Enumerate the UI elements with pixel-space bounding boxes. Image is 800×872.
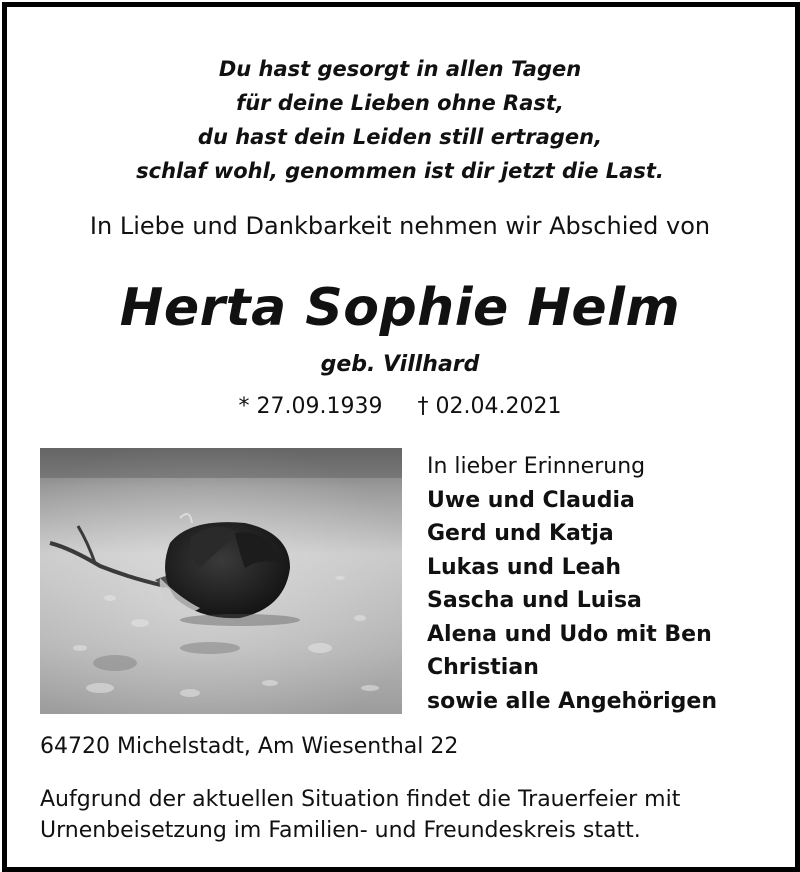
family-member: Gerd und Katja	[427, 521, 614, 546]
birth-date: * 27.09.1939	[238, 394, 383, 419]
note-line: Aufgrund der aktuellen Situation findet die Trauerfeier mit	[40, 787, 681, 812]
rose-photo	[40, 448, 402, 714]
family-member: Sascha und Luisa	[427, 588, 642, 613]
family-lead: In lieber Erinnerung	[427, 454, 646, 479]
family-member: Lukas und Leah	[427, 554, 622, 580]
life-dates	[0, 394, 800, 419]
funeral-note	[40, 784, 760, 846]
intro-text: In Liebe und Dankbarkeit nehmen wir Abschied von	[89, 212, 711, 240]
family-list	[427, 450, 717, 718]
death-date: † 02.04.2021	[417, 394, 562, 419]
rose-icon	[40, 448, 402, 714]
maiden-name: geb. Villhard	[320, 352, 480, 377]
memorial-verse	[0, 52, 800, 188]
verse-line: schlaf wohl, genommen ist dir jetzt die Last.	[136, 159, 664, 183]
family-member: Christian	[427, 655, 539, 680]
family-member: sowie alle Angehörigen	[427, 688, 718, 714]
verse-line: du hast dein Leiden still ertragen,	[197, 125, 603, 149]
address: 64720 Michelstadt, Am Wiesenthal 22	[40, 734, 459, 759]
deceased-name: Herta Sophie Helm	[119, 278, 681, 338]
family-member: Uwe und Claudia	[427, 487, 635, 513]
verse-line: Du hast gesorgt in allen Tagen	[218, 57, 582, 81]
note-line: Urnenbeisetzung im Familien- und Freundeskreis statt.	[40, 818, 641, 843]
family-member: Alena und Udo mit Ben	[427, 621, 712, 647]
verse-line: für deine Lieben ohne Rast,	[236, 91, 564, 115]
